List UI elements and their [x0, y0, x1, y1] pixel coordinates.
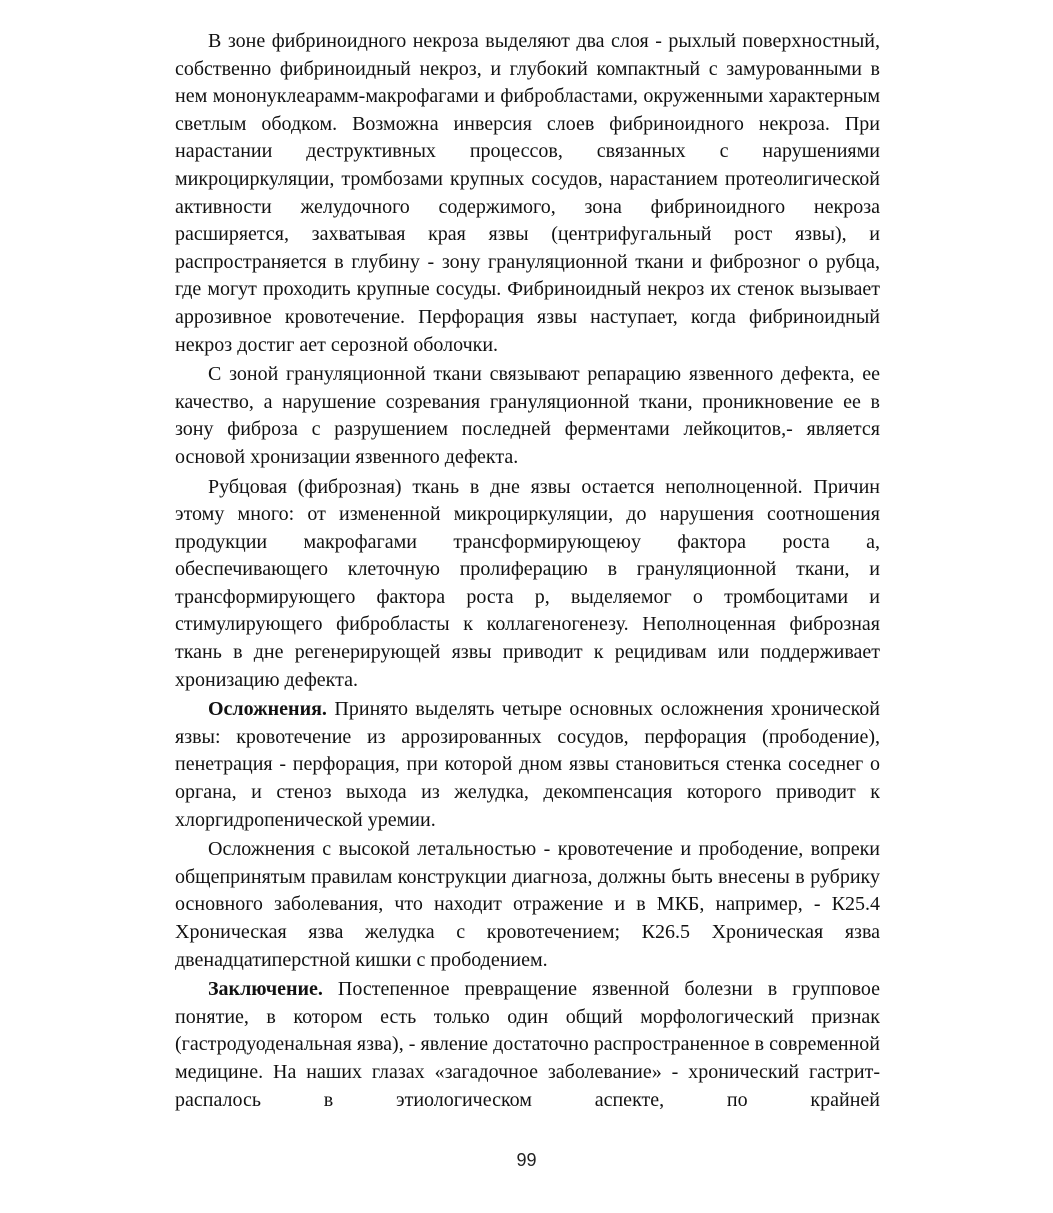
paragraph-lead: Осложнения. — [208, 698, 327, 721]
paragraph-granulation-tissue — [175, 361, 880, 471]
paragraph-fibrinoid-necrosis — [175, 28, 880, 359]
paragraph-lead: Заключение. — [208, 978, 323, 1001]
paragraph-conclusion — [175, 976, 880, 1114]
paragraph-text: Рубцовая (фиброзная) ткань в дне язвы остается неполноценной. Причин этому много: от измененной микроциркуляции, до нарушения соотношения продукции макрофагами трансформирующеюу фактора роста а, обеспечивающего клеточную пролиферацию в грануляционной ткани, и трансформирующего фактора роста р, выделяемог о тромбоцитами и стимулирующего фибробласты к коллагеногенезу. Неполноценная фиброзная ткань в дне регенерирующей язвы приводит к рецидивам или поддерживает хронизацию дефекта. — [175, 475, 880, 691]
paragraph-text: С зоной грануляционной ткани связывают репарацию язвенного дефекта, ее качество, а нарушение созревания грануляционной ткани, проникновение ее в зону фиброза с разрушением последней ферментами лейкоцитов,- является основой хронизации язвенного дефекта. — [175, 363, 880, 468]
page-number: 99 — [516, 1150, 537, 1170]
paragraph-text: Осложнения с высокой летальностью - кровотечение и прободение, вопреки общепринятым правилам конструкции диагноза, должны быть внесены в рубрику основного заболевания, что находит отражение и в МКБ, например, - К25.4 Хроническая язва желудка с кровотечением; К26.5 Хроническая язва двенадцатиперстной кишки с прободением. — [175, 838, 880, 971]
paragraph-lethal-complications — [175, 836, 880, 974]
paragraph-text: Принято выделять четыре основных осложнения хронической язвы: кровотечение из аррозированных сосудов, перфорация (прободение), пенетрация - перфорация, при которой дном язвы становиться стенка соседнег о органа, и стеноз выхода из желудка, декомпенсация которого приводит к хлоргидропенической уремии. — [175, 698, 880, 831]
paragraph-scar-tissue — [175, 474, 880, 695]
paragraph-complications — [175, 696, 880, 834]
body-text — [175, 28, 880, 1114]
paragraph-text: В зоне фибриноидного некроза выделяют два слоя - рыхлый поверхностный, собственно фибриноидный некроз, и глубокий компактный с замурованными в нем мононуклеарамм-макрофагами и фибробластами, окруженными характерным светлым ободком. Возможна инверсия слоев фибриноидного некроза. При нарастании деструктивных процессов, связанных с нарушениями микроциркуляции, тромбозами крупных сосудов, нарастанием протеолигической активности желудочного содержимого, зона фибриноидного некроза расширяется, захватывая края язвы (центрифугальный рост язвы), и распространяется в глубину - зону грануляционной ткани и фиброзног о рубца, где могут проходить крупные сосуды. Фибриноидный некроз их стенок вызывает аррозивное кровотечение. Перфорация язвы наступает, когда фибриноидный некроз достиг ает серозной оболочки. — [175, 30, 880, 356]
paragraph-text: Постепенное превращение язвенной болезни в групповое понятие, в котором есть только один общий морфологический признак (гастродуоденальная язва), - явление достаточно распространенное в современной медицине. На наших глазах «загадочное заболевание» - хронический гастрит-распалось в этиологическом аспекте, по крайней — [175, 978, 880, 1111]
